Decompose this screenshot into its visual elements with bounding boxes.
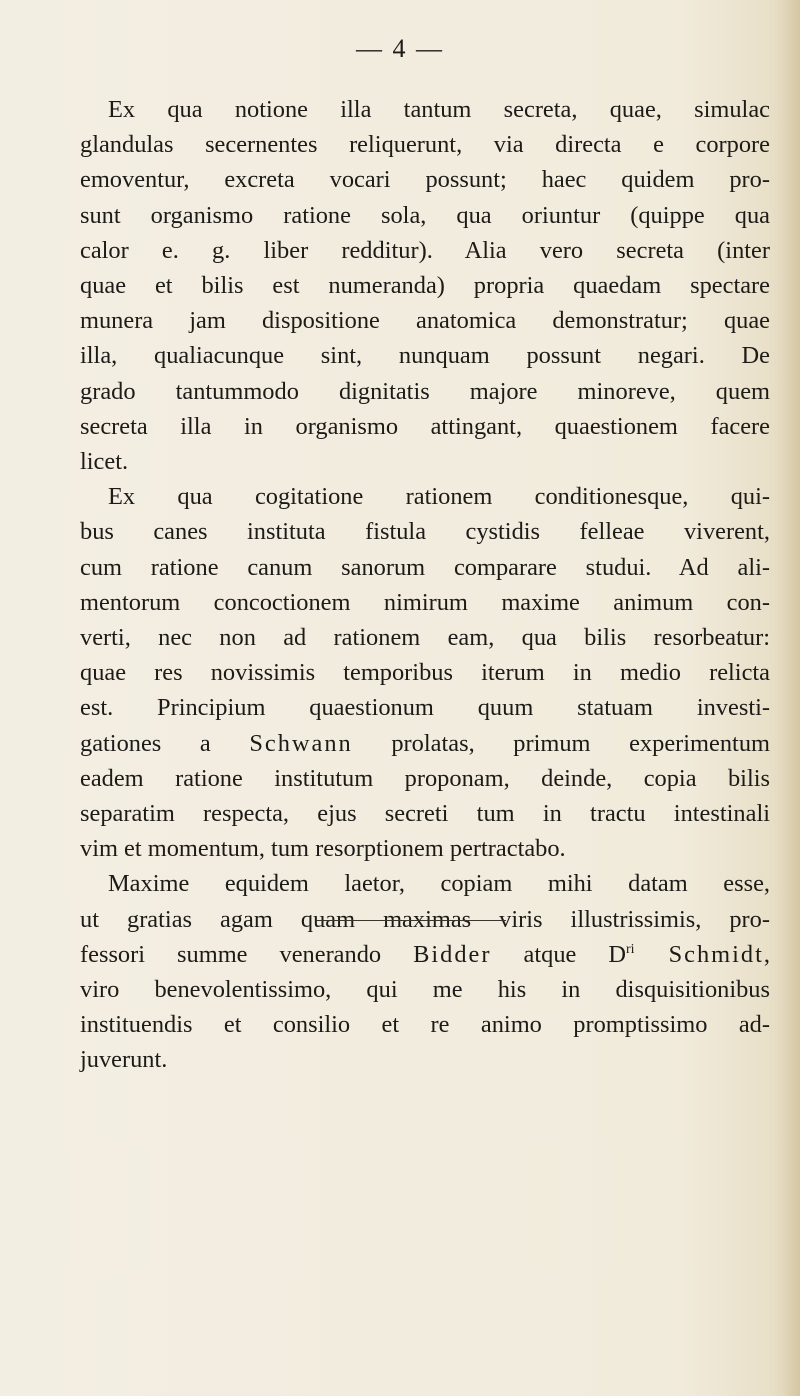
text-line: juverunt.	[80, 1046, 168, 1074]
text-line: emoventur, excreta vocari possunt; haec quidem pro-	[80, 166, 770, 194]
text-line: munera jam dispositione anatomica demonstratur; quae	[80, 307, 770, 335]
text-line: calor e. g. liber redditur). Alia vero secreta (inter	[80, 236, 770, 264]
page-number: — 4 —	[356, 34, 444, 63]
text-line: secreta illa in organismo attingant, quaestionem facere	[80, 412, 770, 440]
horizontal-rule	[316, 920, 506, 921]
author-name-schmidt: Schmidt	[634, 940, 764, 968]
paragraph-2	[80, 479, 770, 866]
text-line: quae res novissimis temporibus iterum in medio relicta	[80, 659, 770, 687]
text-segment: gationes a	[80, 729, 250, 757]
text-line: Maxime equidem laetor, copiam mihi datam esse,	[108, 870, 770, 898]
text-segment: prolatas, primum experimentum	[352, 729, 770, 757]
text-line	[80, 937, 770, 972]
superscript: ri	[626, 941, 635, 957]
text-line: illa, qualiacunque sint, nunquam possunt negari. De	[80, 342, 770, 370]
text-line: est. Principium quaestionum quum statuam investi-	[80, 694, 770, 722]
text-line: grado tantummodo dignitatis majore minoreve, quem	[80, 377, 770, 405]
text-line: quae et bilis est numeranda) propria quaedam spectare	[80, 272, 770, 300]
text-line: eadem ratione institutum proponam, deinde, copia bilis	[80, 764, 770, 792]
text-line: vim et momentum, tum resorptionem pertractabo.	[80, 835, 566, 863]
text-line: licet.	[80, 448, 129, 476]
paragraph-1	[80, 92, 770, 479]
text-line: cum ratione canum sanorum comparare studui. Ad ali-	[80, 553, 770, 581]
text-line: ut gratias agam quam maximas viris illustrissimis, pro-	[80, 905, 770, 933]
text-line: viro benevolentissimo, qui me his in disquisitionibus	[80, 976, 770, 1004]
text-segment: atque D	[491, 940, 626, 968]
text-line: Ex qua notione illa tantum secreta, quae, simulac	[108, 96, 770, 123]
text-segment: ,	[763, 940, 770, 968]
text-line: verti, nec non ad rationem eam, qua bilis resorbeatur:	[80, 624, 770, 652]
text-line: separatim respecta, ejus secreti tum in tractu intestinali	[80, 800, 770, 828]
page-edge-shadow	[782, 0, 800, 1396]
paragraph-3	[80, 866, 770, 1077]
author-name-bidder: Bidder	[413, 940, 492, 968]
text-line: bus canes instituta fistula cystidis felleae viverent,	[80, 518, 770, 546]
author-name-schwann: Schwann	[249, 729, 353, 757]
text-line: mentorum concoctionem nimirum maxime animum con-	[80, 588, 770, 616]
text-line: glandulas secernentes reliquerunt, via directa e corpore	[80, 131, 770, 159]
text-line: instituendis et consilio et re animo promptissimo ad-	[80, 1011, 770, 1039]
body-text	[80, 92, 770, 1078]
text-line: Ex qua cogitatione rationem conditionesque, qui-	[108, 483, 770, 511]
text-line	[80, 726, 770, 761]
text-segment: fessori summe venerando	[80, 940, 414, 968]
text-line: sunt organismo ratione sola, qua oriuntur (quippe qua	[80, 201, 770, 229]
